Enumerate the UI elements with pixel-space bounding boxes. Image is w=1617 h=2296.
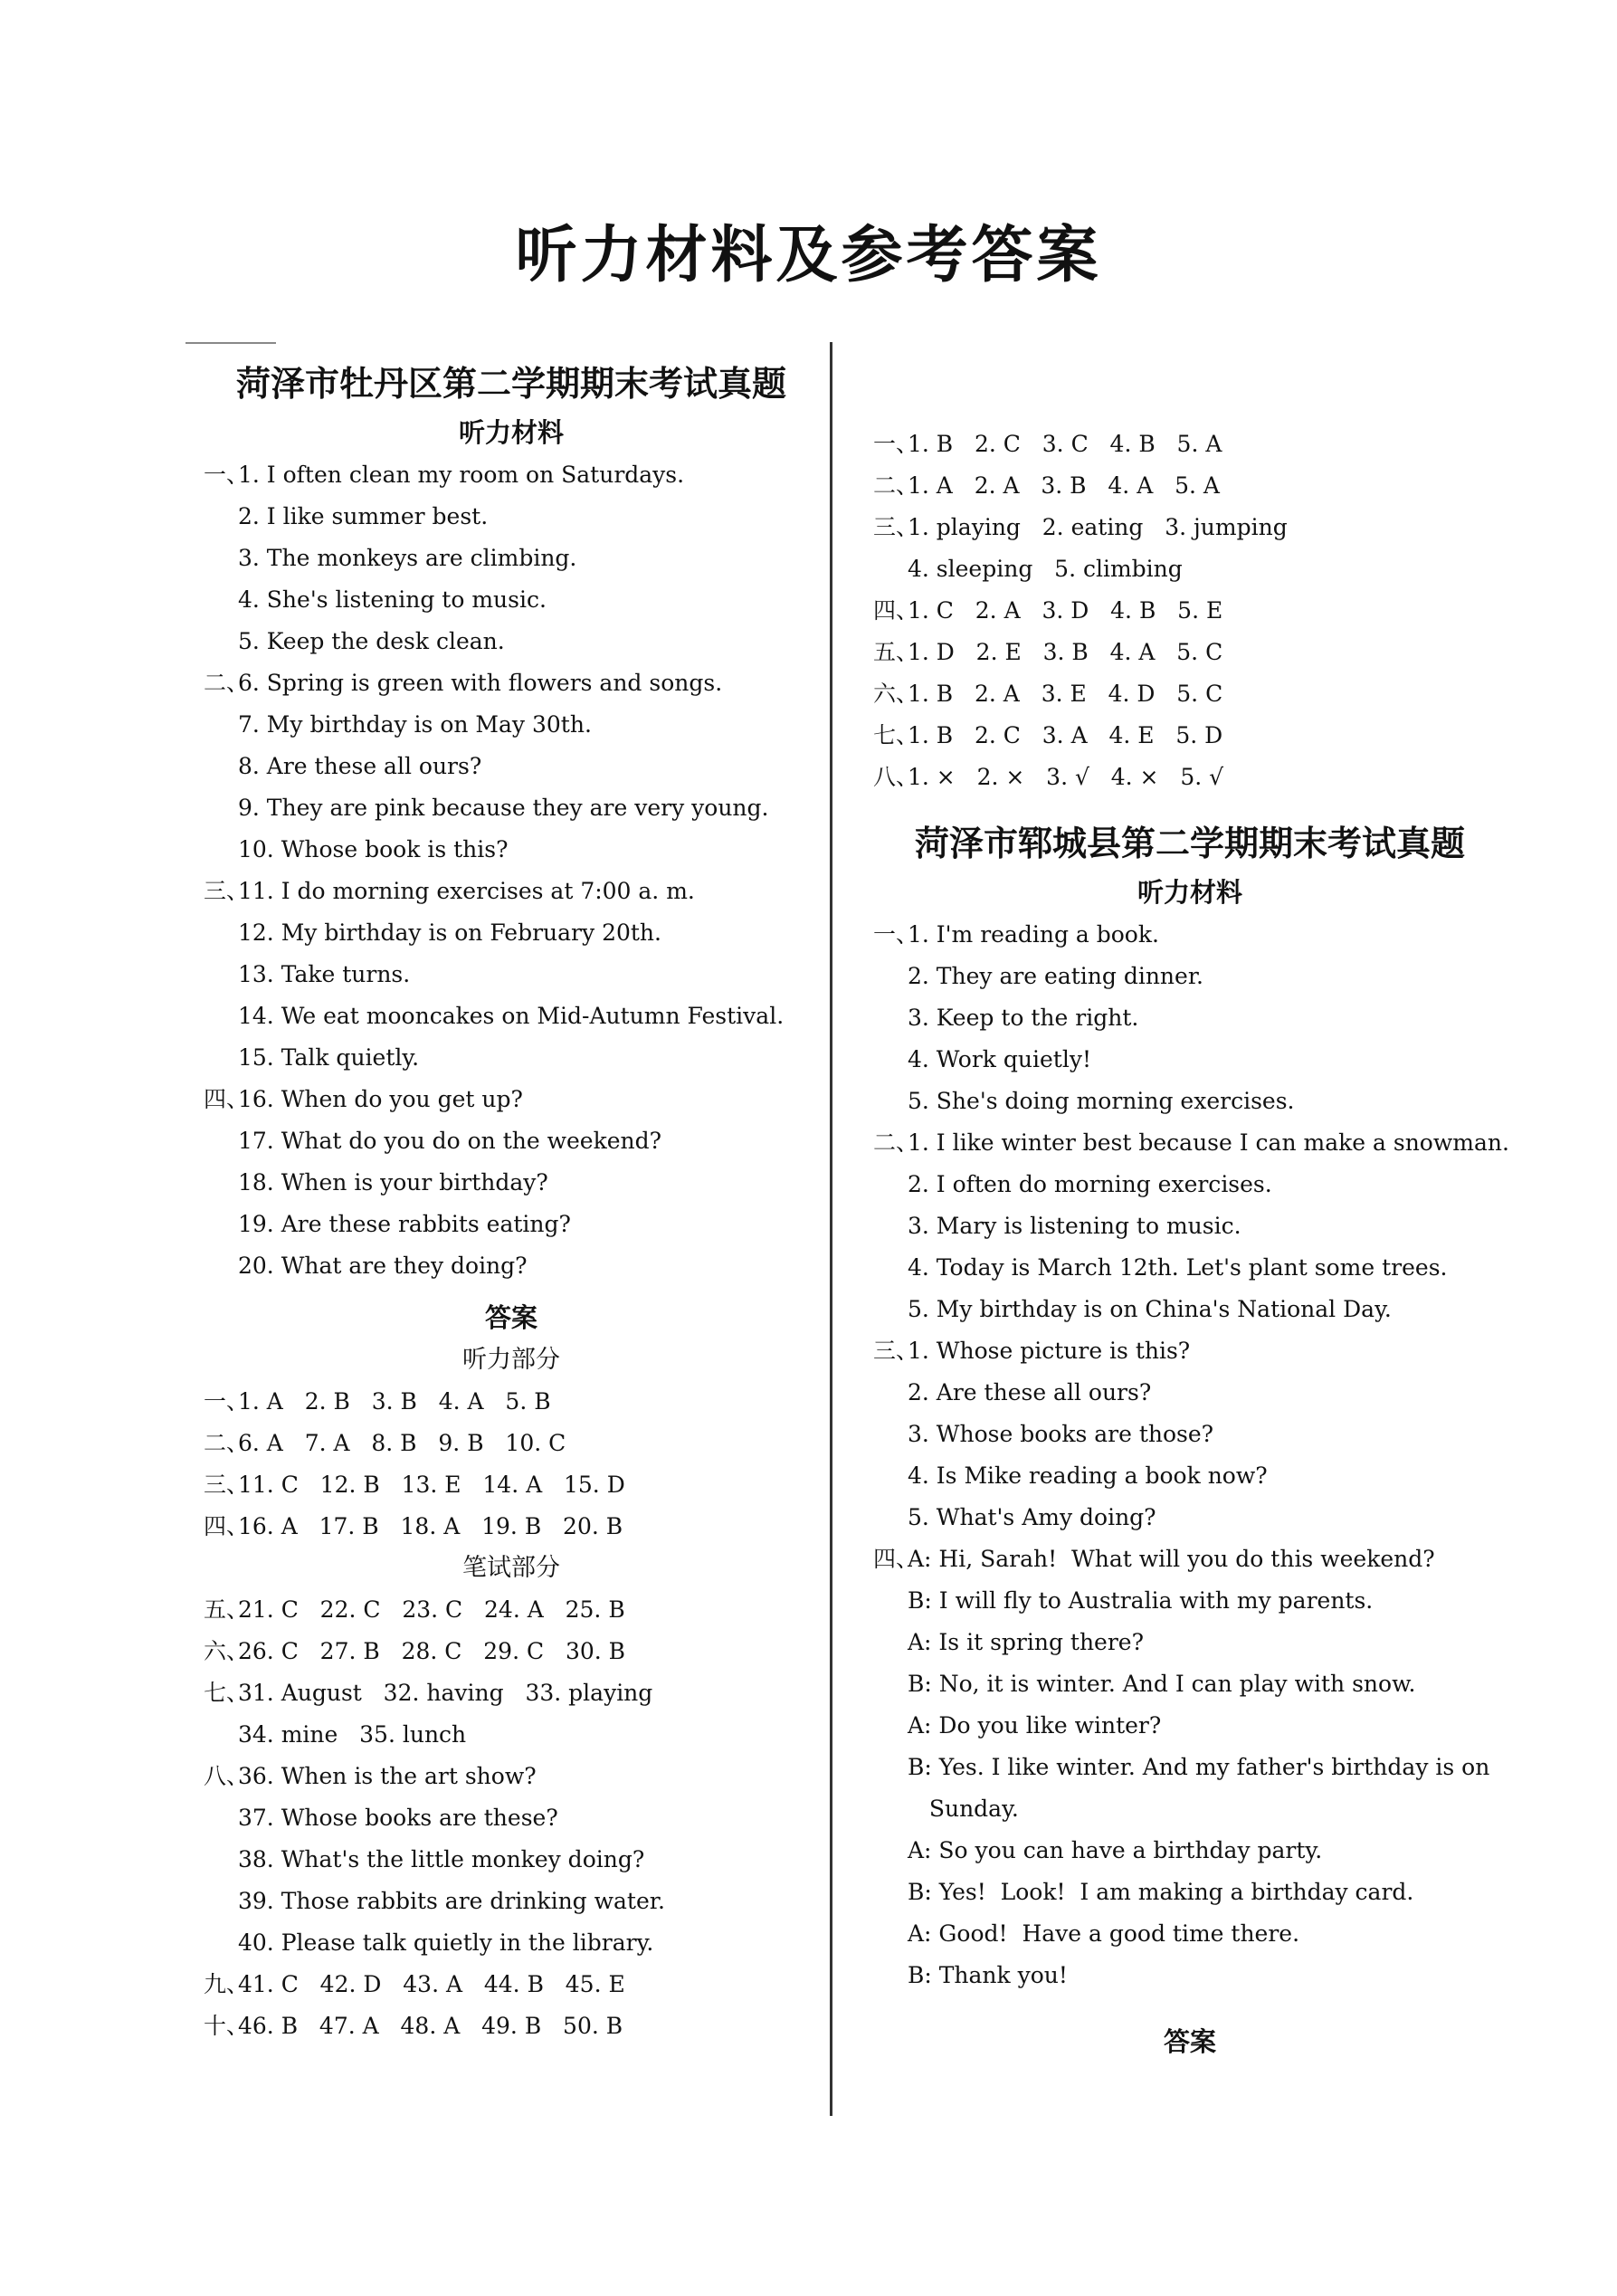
item-number: 二、	[204, 1430, 250, 1456]
item-number: 四、	[204, 1086, 250, 1112]
list-item	[204, 1037, 819, 1079]
list-item	[204, 1245, 819, 1287]
column-divider	[830, 342, 832, 2116]
item-text: B: Yes! Look! I am making a birthday card.	[908, 1879, 1414, 1905]
list-item	[873, 1663, 1507, 1705]
listening-answers	[204, 1381, 819, 1548]
list-item	[873, 1539, 1507, 1580]
item-number: 八、	[873, 764, 919, 790]
list-item	[204, 1079, 819, 1120]
list-item	[204, 996, 819, 1037]
item-text: B: I will fly to Australia with my parents.	[908, 1587, 1374, 1614]
item-number	[873, 1164, 908, 1205]
listening-heading: 听力材料	[458, 417, 564, 448]
item-text: Sunday.	[908, 1796, 1019, 1822]
list-item	[873, 956, 1507, 997]
list-item	[873, 1039, 1507, 1081]
list-item	[873, 914, 1507, 956]
item-text: B: Thank you!	[908, 1962, 1068, 1988]
item-text: 15. Talk quietly.	[238, 1044, 420, 1071]
item-text: 4. Today is March 12th. Let's plant some trees.	[908, 1254, 1448, 1281]
answer-heading: 答案	[484, 1302, 537, 1333]
list-item	[873, 997, 1507, 1039]
item-text: 26. C 27. B 28. C 29. C 30. B	[238, 1638, 626, 1664]
item-text: 3. Whose books are those?	[908, 1421, 1214, 1447]
item-text: 1. × 2. × 3. √ 4. × 5. √	[908, 764, 1224, 790]
list-item	[873, 632, 1507, 673]
item-number: 六、	[873, 681, 919, 707]
item-text: 12. My birthday is on February 20th.	[238, 919, 661, 946]
item-text: A: Hi, Sarah! What will you do this weekend?	[908, 1546, 1435, 1572]
divider	[185, 342, 276, 344]
list-item	[204, 787, 819, 829]
item-number	[873, 1455, 908, 1497]
list-item	[873, 673, 1507, 715]
item-number	[204, 1120, 238, 1162]
item-text: 5. She's doing morning exercises.	[908, 1088, 1295, 1114]
listening-list	[204, 454, 819, 1287]
item-text: 19. Are these rabbits eating?	[238, 1211, 571, 1237]
item-number	[873, 1289, 908, 1330]
item-text: 3. The monkeys are climbing.	[238, 545, 577, 571]
list-item	[873, 1122, 1507, 1164]
item-text: 1. Whose picture is this?	[908, 1338, 1191, 1364]
item-number	[873, 1788, 908, 1830]
item-number	[873, 1622, 908, 1663]
item-text: 4. sleeping 5. climbing	[908, 556, 1183, 582]
item-text: 3. Mary is listening to music.	[908, 1213, 1241, 1239]
list-item	[204, 538, 819, 579]
item-text: 8. Are these all ours?	[238, 753, 482, 779]
list-item	[873, 1330, 1507, 1372]
item-text: 5. What's Amy doing?	[908, 1504, 1156, 1530]
item-text: 2. Are these all ours?	[908, 1379, 1152, 1405]
item-text: B: Yes. I like winter. And my father's birthday is on	[908, 1754, 1490, 1780]
item-text: 20. What are they doing?	[238, 1253, 528, 1279]
item-number: 三、	[204, 1472, 250, 1498]
list-item	[873, 1913, 1507, 1955]
list-item	[204, 1672, 819, 1714]
item-text: 4. She's listening to music.	[238, 586, 547, 613]
section-title: 菏泽市郓城县第二学期期末考试真题	[914, 824, 1465, 863]
item-text: 38. What's the little monkey doing?	[238, 1846, 645, 1872]
list-item	[204, 1162, 819, 1204]
written-part-heading: 笔试部分	[462, 1554, 560, 1582]
listening-part-heading: 听力部分	[462, 1346, 560, 1374]
list-item	[204, 704, 819, 746]
item-number	[873, 1830, 908, 1872]
item-number: 一、	[204, 1388, 250, 1415]
list-item	[873, 1164, 1507, 1205]
listening-heading: 听力材料	[1137, 877, 1242, 908]
item-text: 1. A 2. A 3. B 4. A 5. A	[908, 472, 1220, 499]
list-item	[204, 1464, 819, 1506]
item-text: 7. My birthday is on May 30th.	[238, 711, 592, 738]
page-title: 听力材料及参考答案	[515, 220, 1102, 291]
item-text: 18. When is your birthday?	[238, 1169, 548, 1196]
list-item	[873, 1289, 1507, 1330]
list-item	[204, 1881, 819, 1922]
list-item	[873, 1830, 1507, 1872]
item-text: 1. B 2. A 3. E 4. D 5. C	[908, 681, 1223, 707]
item-number: 六、	[204, 1638, 250, 1664]
section-title: 菏泽市牡丹区第二学期期末考试真题	[235, 364, 786, 404]
item-text: 1. I like winter best because I can make a snowman.	[908, 1129, 1509, 1156]
item-number	[204, 1839, 238, 1881]
item-number	[873, 1039, 908, 1081]
item-number	[204, 1204, 238, 1245]
item-number	[873, 956, 908, 997]
item-number	[873, 1705, 908, 1747]
list-item	[204, 454, 819, 496]
list-item	[204, 1120, 819, 1162]
list-item	[204, 1381, 819, 1423]
list-item	[873, 1414, 1507, 1455]
list-item	[873, 1872, 1507, 1913]
list-item	[204, 662, 819, 704]
list-item	[204, 1631, 819, 1672]
list-item	[204, 621, 819, 662]
item-number	[204, 1245, 238, 1287]
item-number: 十、	[204, 2013, 250, 2039]
item-number	[873, 1913, 908, 1955]
item-text: 1. playing 2. eating 3. jumping	[908, 514, 1288, 540]
item-text: 1. I'm reading a book.	[908, 921, 1159, 948]
item-text: 1. B 2. C 3. A 4. E 5. D	[908, 722, 1223, 748]
item-text: 13. Take turns.	[238, 961, 411, 987]
item-text: 2. They are eating dinner.	[908, 963, 1203, 989]
list-item	[873, 1497, 1507, 1539]
item-text: 11. C 12. B 13. E 14. A 15. D	[238, 1472, 625, 1498]
item-text: 10. Whose book is this?	[238, 836, 509, 862]
list-item	[873, 1747, 1507, 1788]
item-number	[873, 1747, 908, 1788]
list-item	[873, 715, 1507, 757]
item-text: 17. What do you do on the weekend?	[238, 1128, 662, 1154]
item-number: 二、	[204, 670, 250, 696]
list-item	[873, 507, 1507, 548]
item-number	[204, 538, 238, 579]
list-item	[873, 590, 1507, 632]
item-number	[873, 997, 908, 1039]
item-number: 七、	[873, 722, 919, 748]
item-text: 36. When is the art show?	[238, 1763, 537, 1789]
list-item	[873, 1580, 1507, 1622]
item-number	[873, 1205, 908, 1247]
item-number: 四、	[873, 1546, 919, 1572]
list-item	[204, 954, 819, 996]
list-item	[204, 829, 819, 871]
item-number: 二、	[873, 472, 919, 499]
list-item	[204, 1756, 819, 1797]
list-item	[204, 1204, 819, 1245]
item-text: A: Do you like winter?	[908, 1712, 1162, 1739]
list-item	[873, 1455, 1507, 1497]
item-number: 三、	[204, 878, 250, 904]
item-text: 1. C 2. A 3. D 4. B 5. E	[908, 597, 1223, 624]
item-number: 一、	[873, 921, 919, 948]
item-number	[204, 746, 238, 787]
item-number	[204, 579, 238, 621]
item-text: 40. Please talk quietly in the library.	[238, 1929, 654, 1956]
answers-top	[873, 424, 1507, 798]
item-number	[204, 1714, 238, 1756]
list-item	[873, 465, 1507, 507]
item-number: 四、	[873, 597, 919, 624]
item-text: 16. When do you get up?	[238, 1086, 523, 1112]
item-text: 6. Spring is green with flowers and songs.	[238, 670, 723, 696]
item-number	[873, 1414, 908, 1455]
list-item	[873, 424, 1507, 465]
list-item	[873, 1788, 1507, 1830]
list-item	[204, 871, 819, 912]
list-item	[873, 1955, 1507, 1996]
item-number	[873, 1663, 908, 1705]
item-text: 1. I often clean my room on Saturdays.	[238, 462, 685, 488]
item-text: 1. A 2. B 3. B 4. A 5. B	[238, 1388, 551, 1415]
item-number	[204, 1797, 238, 1839]
item-number	[204, 912, 238, 954]
item-text: 5. My birthday is on China's National Day.	[908, 1296, 1392, 1322]
item-text: A: So you can have a birthday party.	[908, 1837, 1323, 1863]
item-text: 1. D 2. E 3. B 4. A 5. C	[908, 639, 1223, 665]
list-item	[204, 496, 819, 538]
list-item	[204, 579, 819, 621]
list-item	[204, 1506, 819, 1548]
item-text: 41. C 42. D 43. A 44. B 45. E	[238, 1971, 625, 1997]
item-number	[204, 1922, 238, 1964]
right-column	[873, 424, 1507, 2063]
item-text: 6. A 7. A 8. B 9. B 10. C	[238, 1430, 566, 1456]
item-number	[873, 548, 908, 590]
item-text: B: No, it is winter. And I can play with snow.	[908, 1671, 1416, 1697]
item-number	[204, 1881, 238, 1922]
item-number	[204, 621, 238, 662]
list-item	[873, 1705, 1507, 1747]
list-item	[873, 548, 1507, 590]
item-number	[204, 996, 238, 1037]
item-number	[873, 1247, 908, 1289]
item-number: 一、	[873, 431, 919, 457]
item-number: 四、	[204, 1513, 250, 1539]
item-text: 1. B 2. C 3. C 4. B 5. A	[908, 431, 1222, 457]
item-number	[204, 1162, 238, 1204]
item-number: 二、	[873, 1129, 919, 1156]
item-text: 46. B 47. A 48. A 49. B 50. B	[238, 2013, 623, 2039]
list-item	[873, 1247, 1507, 1289]
list-item	[204, 1839, 819, 1881]
list-item	[204, 1964, 819, 2005]
item-text: A: Good! Have a good time there.	[908, 1920, 1300, 1947]
item-number: 七、	[204, 1680, 250, 1706]
list-item	[873, 1205, 1507, 1247]
list-item	[873, 1622, 1507, 1663]
item-number	[873, 1497, 908, 1539]
answer-heading: 答案	[1163, 2026, 1216, 2057]
item-text: 2. I like summer best.	[238, 503, 489, 529]
item-text: 4. Is Mike reading a book now?	[908, 1462, 1268, 1489]
left-column	[204, 358, 819, 2047]
item-number	[873, 1872, 908, 1913]
list-item	[204, 1922, 819, 1964]
item-text: A: Is it spring there?	[908, 1629, 1144, 1655]
item-number: 八、	[204, 1763, 250, 1789]
item-number	[873, 1081, 908, 1122]
item-text: 3. Keep to the right.	[908, 1005, 1139, 1031]
item-text: 31. August 32. having 33. playing	[238, 1680, 653, 1706]
item-text: 9. They are pink because they are very young.	[238, 795, 769, 821]
item-number	[204, 829, 238, 871]
list-item	[204, 2005, 819, 2047]
list-item	[873, 757, 1507, 798]
list-item	[204, 1589, 819, 1631]
item-text: 5. Keep the desk clean.	[238, 628, 505, 654]
list-item	[204, 912, 819, 954]
item-text: 16. A 17. B 18. A 19. B 20. B	[238, 1513, 623, 1539]
item-number	[204, 787, 238, 829]
item-number: 三、	[873, 514, 919, 540]
item-text: 4. Work quietly!	[908, 1046, 1092, 1072]
listening-list	[873, 914, 1507, 1996]
item-text: 37. Whose books are these?	[238, 1805, 558, 1831]
item-number	[873, 1580, 908, 1622]
list-item	[204, 746, 819, 787]
item-number: 九、	[204, 1971, 250, 1997]
item-number	[204, 704, 238, 746]
list-item	[204, 1714, 819, 1756]
item-text: 2. I often do morning exercises.	[908, 1171, 1272, 1197]
written-answers	[204, 1589, 819, 2047]
item-number: 一、	[204, 462, 250, 488]
list-item	[204, 1423, 819, 1464]
item-text: 11. I do morning exercises at 7:00 a. m.	[238, 878, 695, 904]
item-number: 五、	[204, 1596, 250, 1623]
item-number	[873, 1372, 908, 1414]
list-item	[873, 1372, 1507, 1414]
item-text: 34. mine 35. lunch	[238, 1721, 467, 1748]
item-number	[873, 1955, 908, 1996]
list-item	[204, 1797, 819, 1839]
item-number: 三、	[873, 1338, 919, 1364]
item-text: 21. C 22. C 23. C 24. A 25. B	[238, 1596, 625, 1623]
item-number	[204, 954, 238, 996]
item-number	[204, 1037, 238, 1079]
item-number	[204, 496, 238, 538]
item-text: 14. We eat mooncakes on Mid-Autumn Festival.	[238, 1003, 785, 1029]
item-number: 五、	[873, 639, 919, 665]
list-item	[873, 1081, 1507, 1122]
item-text: 39. Those rabbits are drinking water.	[238, 1888, 665, 1914]
